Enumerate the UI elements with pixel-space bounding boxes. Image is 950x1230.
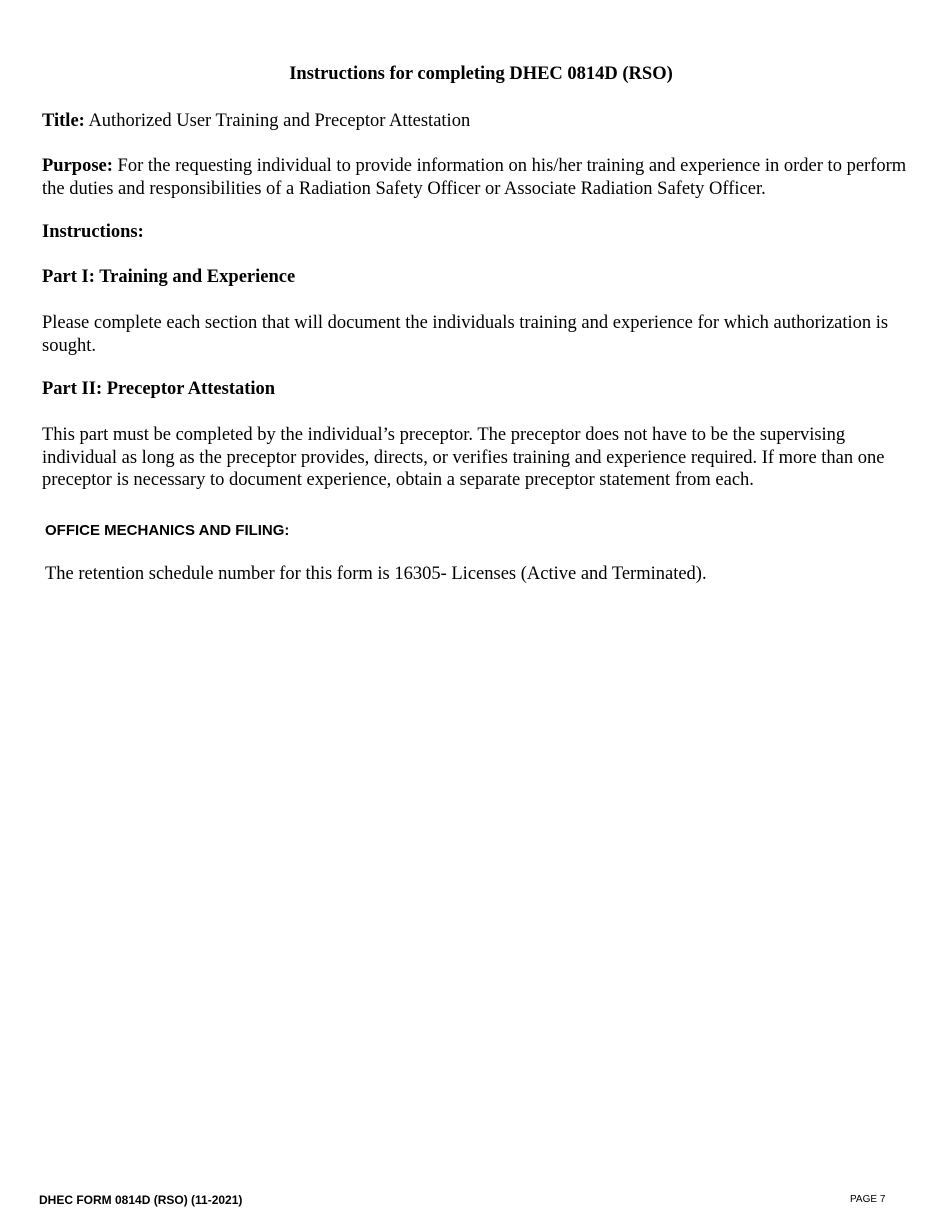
title-line xyxy=(42,110,912,133)
office-mechanics-heading: OFFICE MECHANICS AND FILING: xyxy=(45,522,290,539)
footer-form-id: DHEC FORM 0814D (RSO) (11-2021) xyxy=(39,1193,243,1207)
title-label: Title: xyxy=(42,111,85,131)
purpose-label: Purpose: xyxy=(42,156,113,176)
footer-page-number: PAGE 7 xyxy=(850,1194,886,1205)
retention-text: The retention schedule number for this form is 16305- Licenses (Active and Terminated). xyxy=(45,564,707,584)
part1-text: Please complete each section that will document the individuals training and experience for which authorization is sought. xyxy=(42,313,889,356)
instructions-heading: Instructions: xyxy=(42,222,144,242)
page-title: Instructions for completing DHEC 0814D (RSO) xyxy=(289,64,673,84)
title-text: Authorized User Training and Preceptor Attestation xyxy=(88,111,471,131)
part1-heading: Part I: Training and Experience xyxy=(42,267,296,287)
purpose-text: For the requesting individual to provide information on his/her training and experience in order to perform the duties and responsibilities of a Radiation Safety Officer or Associate Radiation Safety Officer. xyxy=(42,156,907,199)
purpose-paragraph xyxy=(42,155,912,200)
part2-text: This part must be completed by the individual’s preceptor. The preceptor does not have to be the supervising individual as long as the preceptor provides, directs, or verifies training and experience required. If more than one preceptor is necessary to document experience, obtain a separate preceptor statement from each. xyxy=(42,425,885,490)
part2-heading: Part II: Preceptor Attestation xyxy=(42,379,276,399)
